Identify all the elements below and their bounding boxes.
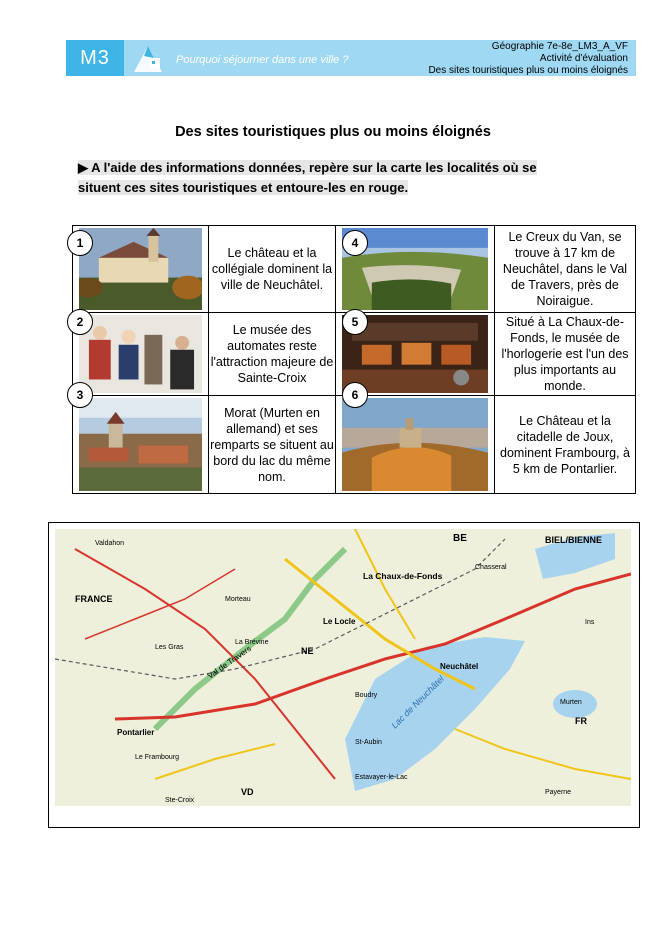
- site-photo-cell: [73, 226, 209, 313]
- site-photo-cell: [336, 226, 495, 313]
- map-label-la-brevine: La Brévine: [235, 639, 269, 646]
- map-label-st-aubin: St-Aubin: [355, 739, 382, 746]
- map-label-pontarlier: Pontarlier: [117, 728, 155, 737]
- site-description: Situé à La Chaux-de-Fonds, le musée de l'horlogerie est l'un des plus importants au monde.: [495, 313, 636, 396]
- map-label-locle: Le Locle: [323, 617, 356, 626]
- map-label-ne: NE: [301, 646, 314, 656]
- morat-remparts-photo: [79, 398, 202, 491]
- topic-label: Des sites touristiques plus ou moins éloignés: [428, 65, 628, 76]
- map-label-chaux: La Chaux-de-Fonds: [363, 571, 443, 581]
- map-label-murten: Murten: [560, 699, 582, 706]
- map-label-les-gras: Les Gras: [155, 644, 184, 651]
- region-map: [55, 529, 631, 806]
- instruction-text: ▶ A l'aide des informations données, repère sur la carte les localités où se situent ces sites touristiques et entoure-les en rouge.: [78, 160, 537, 195]
- site-photo-cell: [73, 313, 209, 396]
- site-photo-cell: [73, 388, 209, 494]
- page-title: Des sites touristiques plus ou moins éloignés: [175, 124, 491, 140]
- map-label-france: FRANCE: [75, 594, 113, 604]
- module-subtitle: Pourquoi séjourner dans une ville ?: [176, 54, 349, 66]
- site-number: 4: [342, 230, 368, 256]
- site-description: Le Creux du Van, se trouve à 17 km de Neuchâtel, dans le Val de Travers, près de Noiraigue.: [495, 226, 636, 313]
- map-label-vd: VD: [241, 787, 254, 797]
- map-label-ins: Ins: [585, 619, 595, 626]
- sites-table: [72, 225, 636, 494]
- instruction: [78, 158, 554, 198]
- activity-label: Activité d'évaluation: [539, 53, 628, 64]
- site-photo-cell: [336, 388, 495, 494]
- site-number: 2: [67, 309, 93, 335]
- map-label-morteau: Morteau: [225, 596, 251, 603]
- site-description: Morat (Murten en allemand) et ses remparts se situent au bord du lac du même nom.: [209, 396, 336, 494]
- map-label-biel: BIEL/BIENNE: [545, 535, 603, 545]
- site-description: Le Château et la citadelle de Joux, dominent Frambourg, à 5 km de Pontarlier.: [495, 396, 636, 494]
- site-number: 3: [67, 382, 93, 408]
- mountain-logo-icon: [132, 42, 172, 74]
- chateau-neuchatel-photo: [79, 228, 202, 310]
- map-label-travers: Val de Travers: [205, 644, 253, 681]
- map-label-sainte-croix: Ste-Croix: [165, 797, 195, 804]
- site-number: 6: [342, 382, 368, 408]
- site-number: 1: [67, 230, 93, 256]
- musee-automates-photo: [79, 315, 202, 393]
- map-label-payerne: Payerne: [545, 789, 572, 796]
- module-badge: M3: [66, 40, 124, 76]
- map-label-neuchatel: Neuchâtel: [440, 662, 479, 671]
- map-label-frambourg: Le Frambourg: [135, 754, 179, 761]
- map-label-lac: Lac de Neuchâtel: [389, 673, 446, 731]
- map-label-fr: FR: [575, 716, 587, 726]
- site-description: Le château et la collégiale dominent la ville de Neuchâtel.: [209, 226, 336, 313]
- course-code: Géographie 7e-8e_LM3_A_VF: [491, 41, 628, 52]
- map-label-chasseral: Chasseral: [475, 564, 507, 571]
- map-label-boudry: Boudry: [355, 692, 378, 699]
- chateau-joux-photo: [342, 398, 488, 491]
- site-description: Le musée des automates reste l'attraction majeure de Sainte-Croix: [209, 313, 336, 396]
- map-label-be: BE: [453, 533, 467, 544]
- site-number: 5: [342, 309, 368, 335]
- map-label-valdahon: Valdahon: [95, 540, 125, 547]
- map-label-estavayer: Estavayer-le-Lac: [355, 774, 408, 781]
